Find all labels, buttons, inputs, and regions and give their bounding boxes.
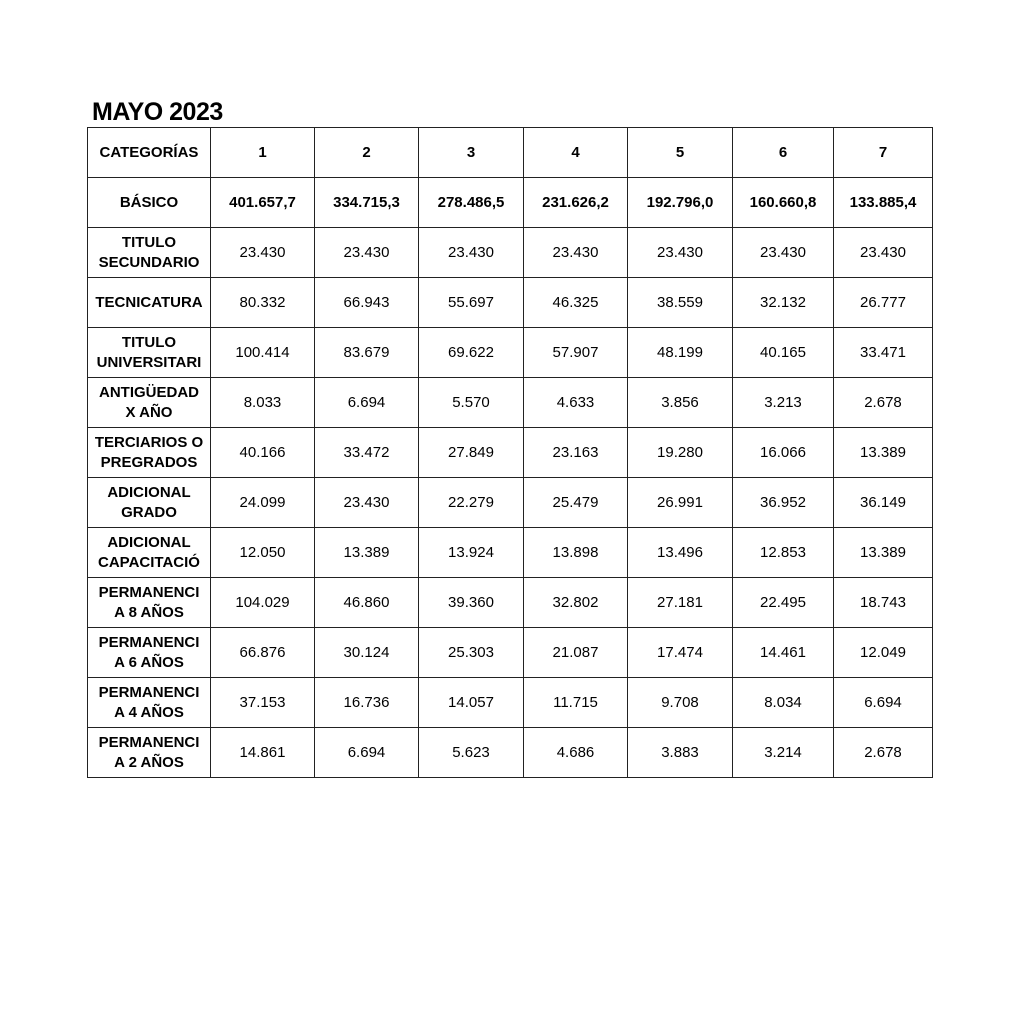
row-label: PERMANENCI A 2 AÑOS: [88, 728, 211, 778]
row-label: TERCIARIOS O PREGRADOS: [88, 428, 211, 478]
table-cell: 192.796,0: [628, 178, 733, 228]
table-cell: 23.430: [733, 228, 834, 278]
table-cell: 13.389: [834, 528, 933, 578]
table-cell: 32.132: [733, 278, 834, 328]
table-cell: 23.430: [419, 228, 524, 278]
table-cell: 80.332: [211, 278, 315, 328]
table-cell: 11.715: [524, 678, 628, 728]
table-cell: 33.471: [834, 328, 933, 378]
table-cell: 18.743: [834, 578, 933, 628]
row-label: PERMANENCI A 6 AÑOS: [88, 628, 211, 678]
table-cell: 12.050: [211, 528, 315, 578]
table-cell: 23.430: [315, 478, 419, 528]
table-cell: 231.626,2: [524, 178, 628, 228]
table-cell: 278.486,5: [419, 178, 524, 228]
table-cell: 160.660,8: [733, 178, 834, 228]
header-col-4: 4: [524, 128, 628, 178]
table-cell: 4.633: [524, 378, 628, 428]
header-col-1: 1: [211, 128, 315, 178]
row-label: BÁSICO: [88, 178, 211, 228]
table-cell: 13.389: [834, 428, 933, 478]
row-label: ADICIONAL GRADO: [88, 478, 211, 528]
table-cell: 27.849: [419, 428, 524, 478]
table-body: [88, 178, 933, 778]
table-row: [88, 578, 933, 628]
table-cell: 69.622: [419, 328, 524, 378]
table-cell: 13.924: [419, 528, 524, 578]
table-cell: 40.165: [733, 328, 834, 378]
table-cell: 6.694: [315, 378, 419, 428]
header-row: [88, 128, 933, 178]
table-row: [88, 428, 933, 478]
table-cell: 2.678: [834, 378, 933, 428]
table-cell: 40.166: [211, 428, 315, 478]
table-cell: 26.777: [834, 278, 933, 328]
table-cell: 46.325: [524, 278, 628, 328]
salary-table: [87, 127, 933, 778]
table-cell: 13.898: [524, 528, 628, 578]
table-row: [88, 328, 933, 378]
table-cell: 37.153: [211, 678, 315, 728]
table-cell: 12.049: [834, 628, 933, 678]
table-cell: 3.213: [733, 378, 834, 428]
table-row: [88, 678, 933, 728]
table-cell: 66.943: [315, 278, 419, 328]
table-cell: 334.715,3: [315, 178, 419, 228]
row-label: TITULO UNIVERSITARI: [88, 328, 211, 378]
table-cell: 22.495: [733, 578, 834, 628]
header-col-2: 2: [315, 128, 419, 178]
row-label: PERMANENCI A 4 AÑOS: [88, 678, 211, 728]
table-cell: 39.360: [419, 578, 524, 628]
table-cell: 48.199: [628, 328, 733, 378]
header-col-3: 3: [419, 128, 524, 178]
table-cell: 3.883: [628, 728, 733, 778]
table-cell: 17.474: [628, 628, 733, 678]
table-cell: 30.124: [315, 628, 419, 678]
table-cell: 38.559: [628, 278, 733, 328]
table-cell: 33.472: [315, 428, 419, 478]
table-cell: 83.679: [315, 328, 419, 378]
table-row: [88, 278, 933, 328]
table-cell: 13.389: [315, 528, 419, 578]
table-cell: 26.991: [628, 478, 733, 528]
header-col-5: 5: [628, 128, 733, 178]
table-cell: 55.697: [419, 278, 524, 328]
table-row: [88, 378, 933, 428]
table-cell: 5.623: [419, 728, 524, 778]
table-cell: 27.181: [628, 578, 733, 628]
header-categories: CATEGORÍAS: [88, 128, 211, 178]
table-cell: 24.099: [211, 478, 315, 528]
table-cell: 14.057: [419, 678, 524, 728]
table-cell: 66.876: [211, 628, 315, 678]
row-label: TECNICATURA: [88, 278, 211, 328]
header-col-7: 7: [834, 128, 933, 178]
table-cell: 21.087: [524, 628, 628, 678]
table-cell: 6.694: [315, 728, 419, 778]
table-cell: 36.952: [733, 478, 834, 528]
table-row: [88, 728, 933, 778]
table-cell: 9.708: [628, 678, 733, 728]
table-row: [88, 478, 933, 528]
table-cell: 4.686: [524, 728, 628, 778]
table-cell: 23.430: [628, 228, 733, 278]
table-cell: 3.856: [628, 378, 733, 428]
table-cell: 14.861: [211, 728, 315, 778]
table-cell: 401.657,7: [211, 178, 315, 228]
row-label: TITULO SECUNDARIO: [88, 228, 211, 278]
table-cell: 3.214: [733, 728, 834, 778]
row-label: PERMANENCI A 8 AÑOS: [88, 578, 211, 628]
header-col-6: 6: [733, 128, 834, 178]
table-cell: 100.414: [211, 328, 315, 378]
row-label: ANTIGÜEDAD X AÑO: [88, 378, 211, 428]
table-cell: 104.029: [211, 578, 315, 628]
table-cell: 12.853: [733, 528, 834, 578]
table-cell: 25.479: [524, 478, 628, 528]
table-row: [88, 228, 933, 278]
table-cell: 22.279: [419, 478, 524, 528]
table-cell: 23.430: [315, 228, 419, 278]
table-cell: 14.461: [733, 628, 834, 678]
table-cell: 2.678: [834, 728, 933, 778]
table-cell: 16.736: [315, 678, 419, 728]
table-cell: 6.694: [834, 678, 933, 728]
table-cell: 19.280: [628, 428, 733, 478]
table-cell: 8.034: [733, 678, 834, 728]
table-cell: 23.430: [524, 228, 628, 278]
table-row: [88, 528, 933, 578]
table-cell: 23.430: [834, 228, 933, 278]
page-title: MAYO 2023: [92, 98, 223, 126]
table-cell: 25.303: [419, 628, 524, 678]
table-cell: 36.149: [834, 478, 933, 528]
table-cell: 133.885,4: [834, 178, 933, 228]
table-cell: 5.570: [419, 378, 524, 428]
table-cell: 16.066: [733, 428, 834, 478]
table-row: [88, 628, 933, 678]
table-cell: 13.496: [628, 528, 733, 578]
table-cell: 8.033: [211, 378, 315, 428]
table-cell: 46.860: [315, 578, 419, 628]
table-cell: 23.163: [524, 428, 628, 478]
table-cell: 23.430: [211, 228, 315, 278]
table-cell: 32.802: [524, 578, 628, 628]
table-row: [88, 178, 933, 228]
row-label: ADICIONAL CAPACITACIÓ: [88, 528, 211, 578]
table-cell: 57.907: [524, 328, 628, 378]
